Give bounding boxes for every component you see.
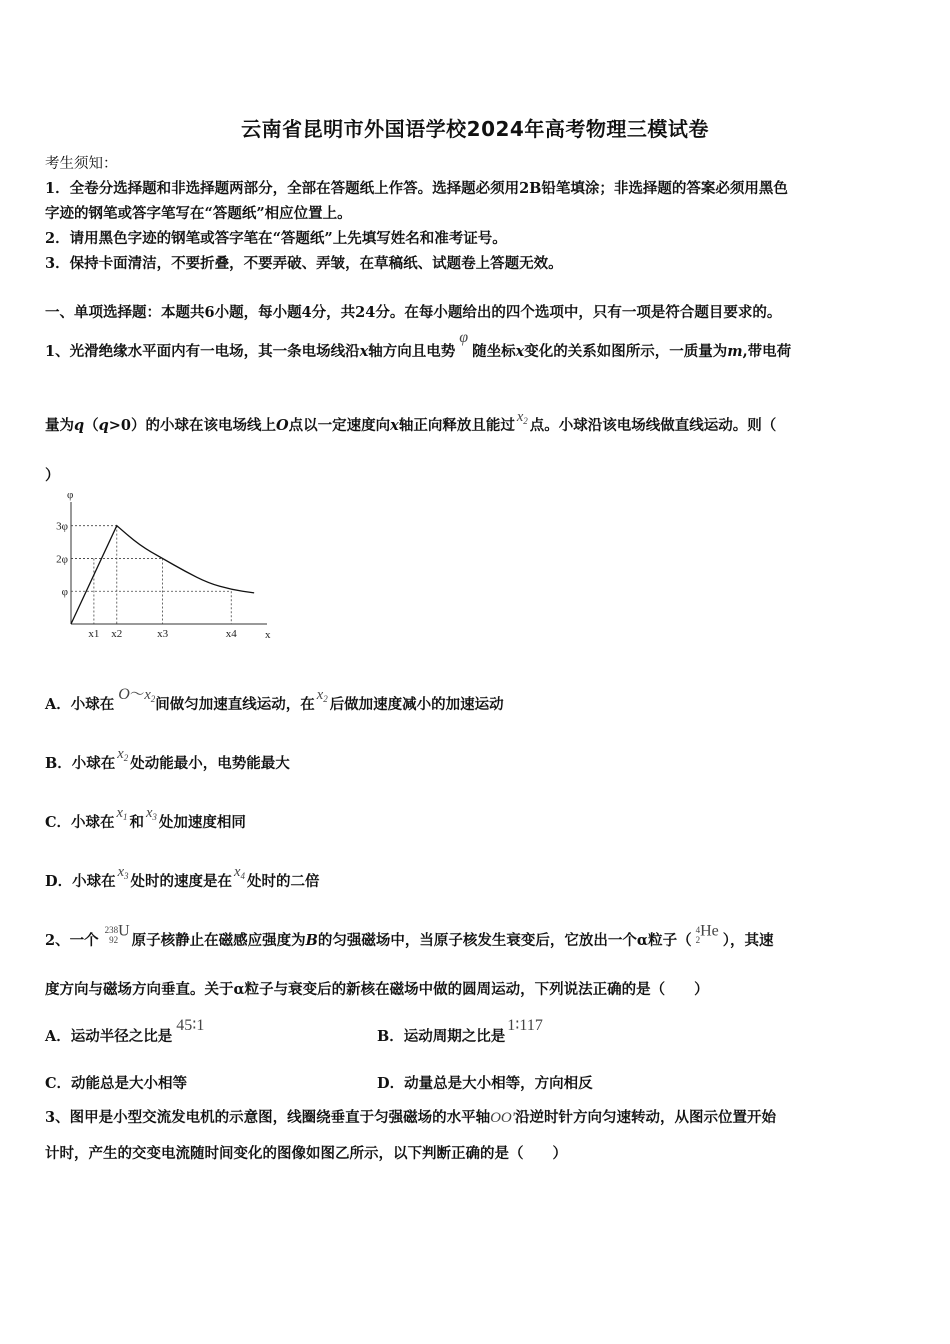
q1-option-c: C．小球在$x_1$ 和$x_3$ 处加速度相同 bbox=[45, 805, 246, 831]
x-tick-label-1: x1 bbox=[88, 628, 100, 640]
q2-line-2: 度方向与磁场方向垂直。关于α粒子与衰变后的新核在磁场中做的圆周运动，下列说法正确的是（ ） bbox=[45, 981, 709, 998]
q2-option-a: A．运动半径之比是45∶1 bbox=[45, 1017, 205, 1045]
y-tick-label-2: 2φ bbox=[56, 553, 68, 566]
q1-option-b: B．小球在$x_2$ 处动能最小，电势能最大 bbox=[45, 746, 290, 772]
q2-option-d: D．动量总是大小相等，方向相反 bbox=[377, 1075, 593, 1092]
notice-item-1-cont: 字迹的钢笔或答字笔写在“答题纸”相应位置上。 bbox=[45, 205, 352, 222]
q1-option-d: D．小球在$x_3$ 处时的速度是在$x_4$ 处时的二倍 bbox=[45, 864, 320, 890]
x-tick-label-3: x3 bbox=[157, 628, 169, 640]
section-heading: 一、单项选择题：本题共6小题，每小题4分，共24分。在每小题给出的四个选项中，只有一项是符合题目要求的。 bbox=[45, 304, 782, 321]
q3-line-1: 3、图甲是小型交流发电机的示意图，线圈绕垂直于匀强磁场的水平轴OO'沿逆时针方向匀速转动，从图示位置开始 bbox=[45, 1109, 776, 1126]
y-tick-label-1: 3φ bbox=[56, 520, 68, 533]
y-tick-label-3: φ bbox=[61, 586, 68, 599]
q3-line-2: 计时，产生的交变电流随时间变化的图像如图乙所示，以下判断正确的是（ ） bbox=[45, 1145, 567, 1162]
notice-item-1: 1．全卷分选择题和非选择题两部分，全部在答题纸上作答。选择题必须用2B铅笔填涂；非选择题的答案必须用黑色 bbox=[45, 180, 788, 197]
uranium-nuclide: 238 92 U bbox=[104, 922, 130, 945]
notice-item-3: 3．保持卡面清洁，不要折叠，不要弄破、弄皱，在草稿纸、试题卷上答题无效。 bbox=[45, 255, 563, 272]
x-tick-label-2: x2 bbox=[111, 628, 123, 640]
x-axis-label: x bbox=[265, 629, 271, 641]
q2-option-c: C．动能总是大小相等 bbox=[45, 1075, 188, 1092]
x-tick-label-4: x4 bbox=[225, 628, 237, 640]
q2-option-b: B．运动周期之比是1∶117 bbox=[377, 1017, 543, 1045]
y-axis-label: φ bbox=[67, 489, 74, 501]
q1-option-a: A．小球在$O\sim x_2$间做匀加速直线运动，在$x_2$ 后做加速度减小的加速运动 bbox=[45, 686, 504, 713]
page-title: 云南省昆明市外国语学校2024年高考物理三模试卷 bbox=[241, 117, 709, 141]
phi-symbol: φ bbox=[459, 329, 469, 346]
notice-item-2: 2．请用黑色字迹的钢笔或答字笔在“答题纸”上先填写姓名和准考证号。 bbox=[45, 230, 507, 247]
q2-line-1: 2、一个 238 92 U原子核静止在磁感应强度为B的匀强磁场中，当原子核发生衰变后，它放出一个α粒子（ 4 2 He），其速 bbox=[45, 922, 774, 949]
notice-heading: 考生须知： bbox=[45, 156, 118, 172]
q1-line-3: ） bbox=[45, 467, 60, 484]
q1-line-1: 1、光滑绝缘水平面内有一电场，其一条电场线沿x轴方向且电势φ随坐标x变化的关系如图所示，一质量为m,带电荷 bbox=[45, 329, 792, 360]
helium-nuclide: 4 2 He bbox=[695, 922, 719, 945]
q1-line-2: 量为q（q>0）的小球在该电场线上O点以一定速度向x轴正向释放且能过 $x_2$ 点。小球沿该电场线做直线运动。则（ bbox=[45, 409, 777, 434]
potential-chart bbox=[45, 489, 285, 646]
